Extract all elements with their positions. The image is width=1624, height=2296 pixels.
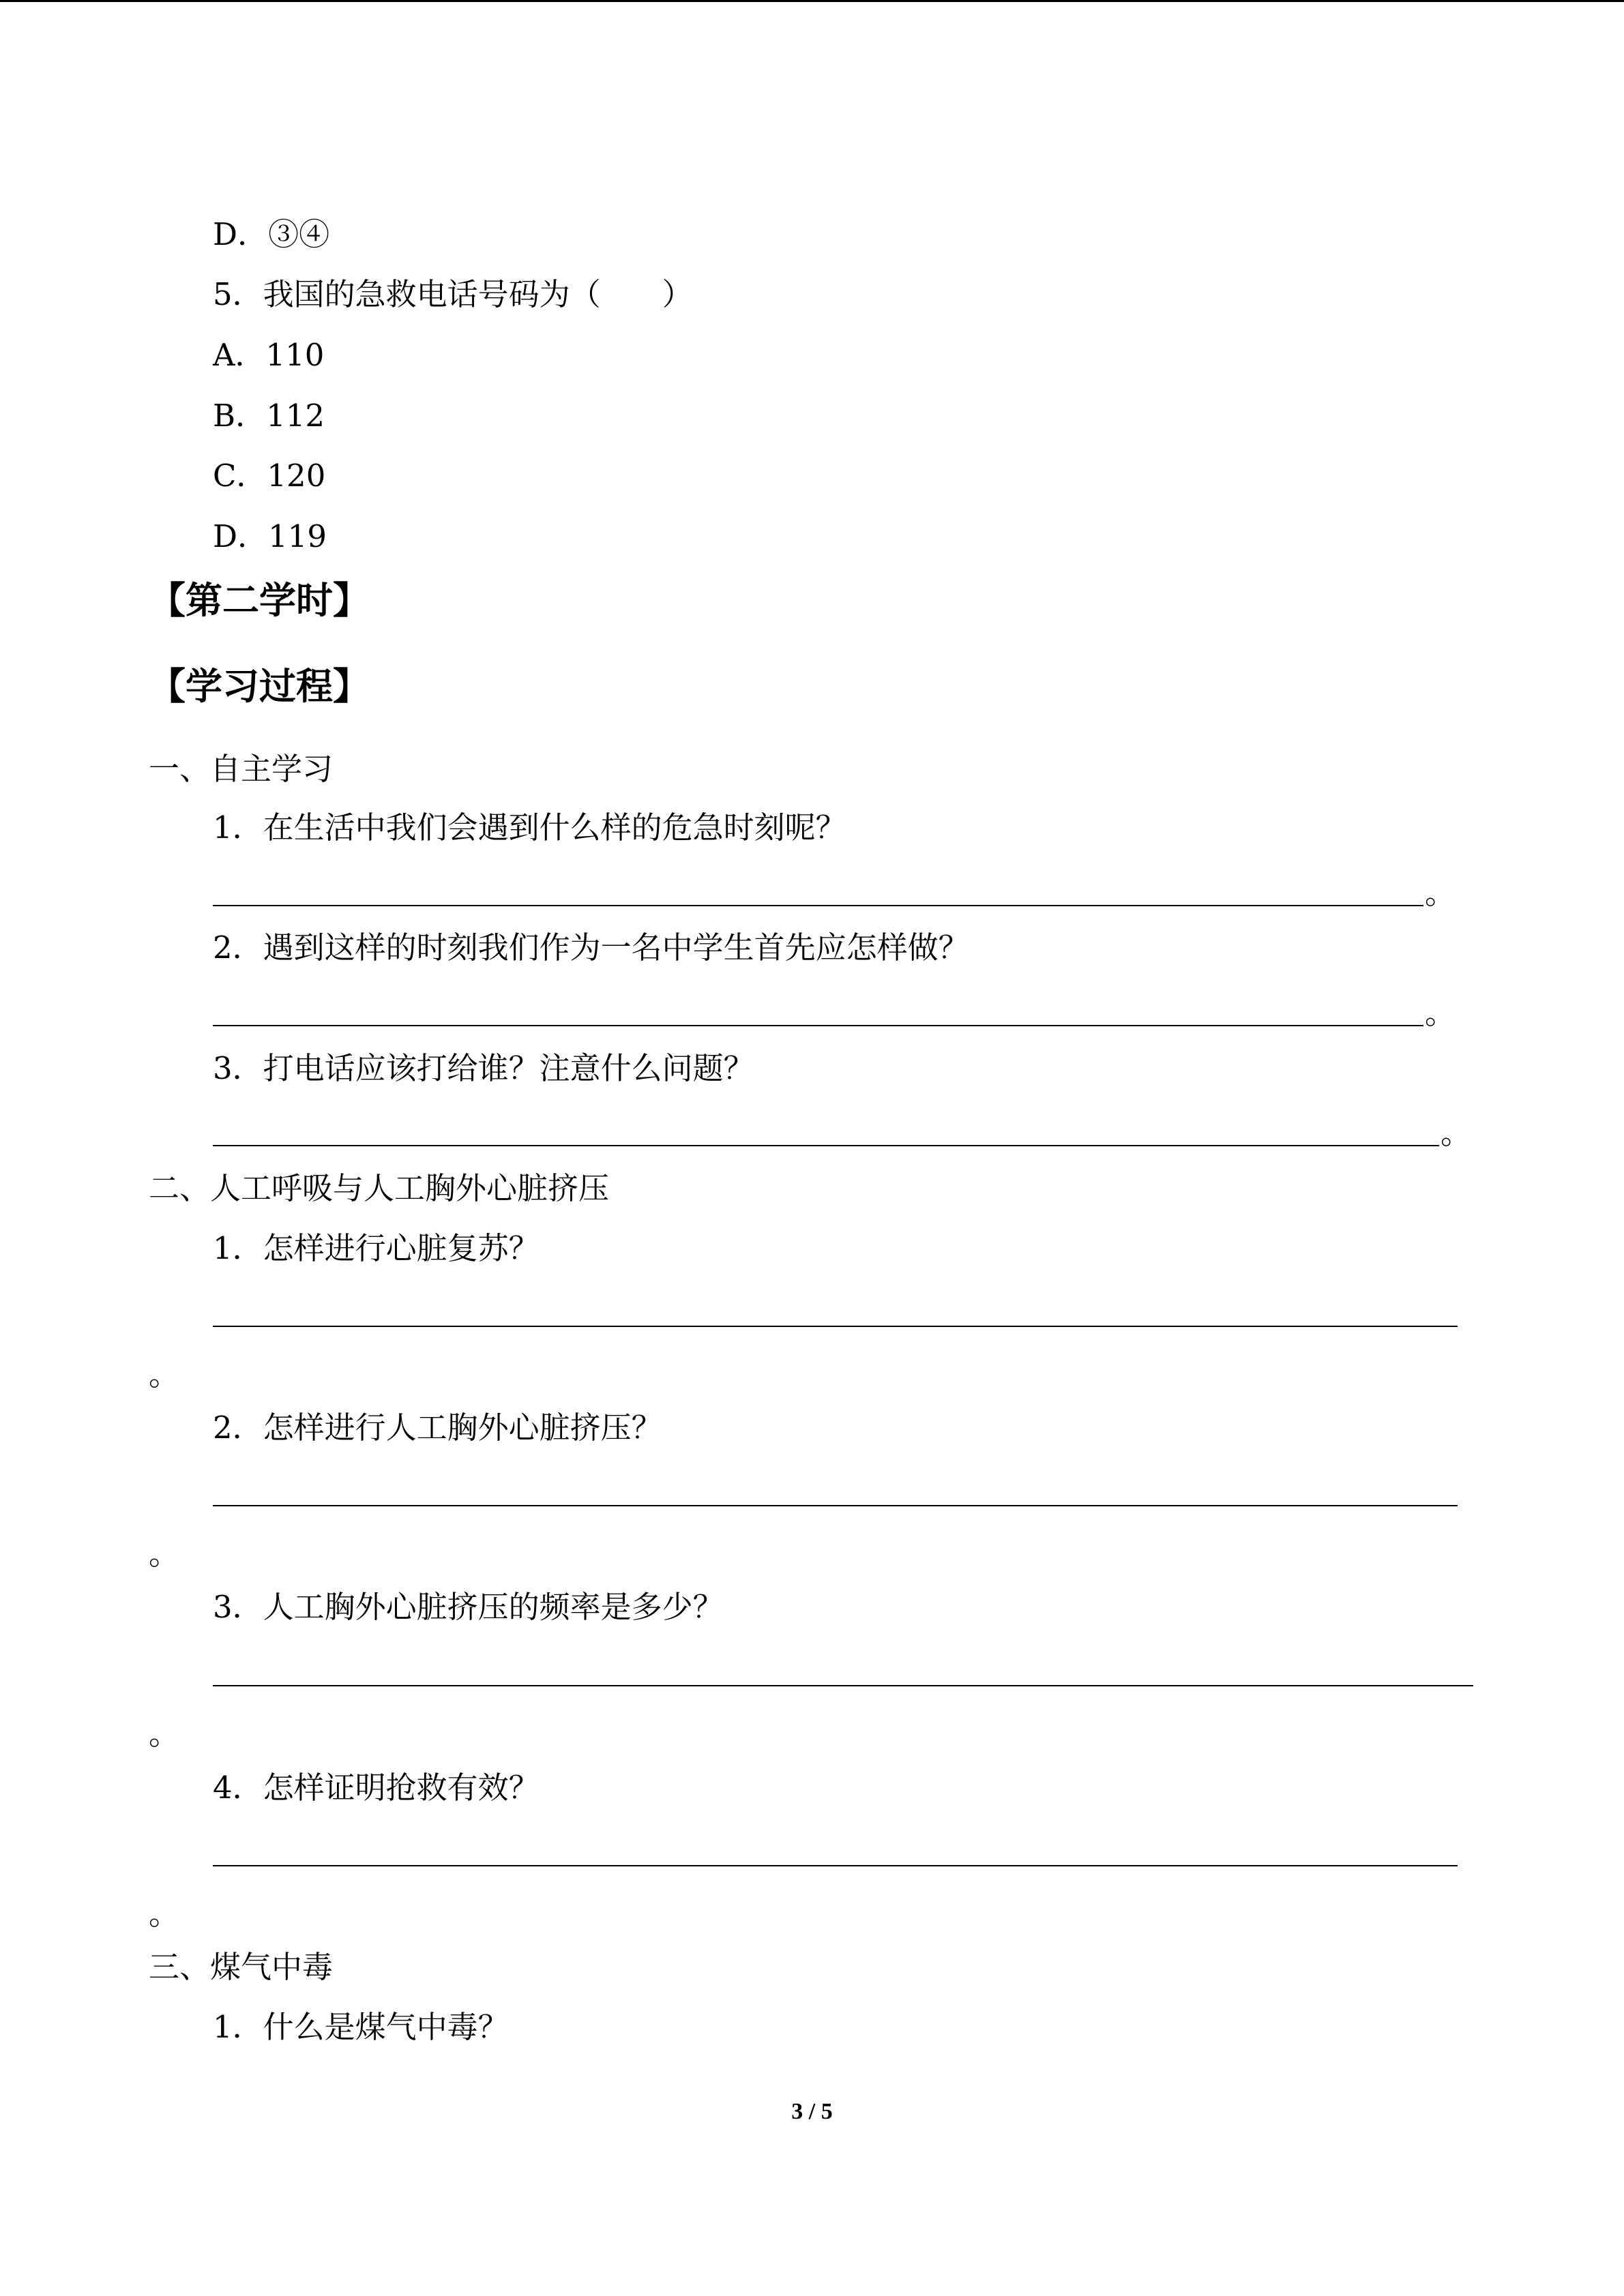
answer-end-period: 。 <box>149 1356 180 1392</box>
answer-end-period: 。 <box>1441 1115 1472 1151</box>
answer-end-period: 。 <box>149 1896 180 1932</box>
part2-question-3: 3．人工胸外心脏挤压的频率是多少？ <box>213 1589 724 1625</box>
q5-option-d: D．119 <box>213 518 327 554</box>
answer-line[interactable] <box>213 1145 1439 1146</box>
answer-line[interactable] <box>213 1865 1458 1866</box>
part2-title: 二、人工呼吸与人工胸外心脏挤压 <box>149 1170 610 1206</box>
part1-question-3: 3．打电话应该打给谁？注意什么问题？ <box>213 1050 754 1086</box>
answer-line[interactable] <box>213 1025 1423 1026</box>
q5-option-a: A．110 <box>213 337 325 373</box>
part2-question-1: 1．怎样进行心脏复苏？ <box>213 1230 540 1266</box>
q4-option-d: D．③④ <box>213 216 330 252</box>
part1-question-1: 1．在生活中我们会遇到什么样的危急时刻呢？ <box>213 809 846 846</box>
answer-end-period: 。 <box>149 1536 180 1572</box>
part3-title: 三、煤气中毒 <box>149 1949 334 1985</box>
q5-option-c: C．120 <box>213 458 326 494</box>
answer-end-period: 。 <box>1425 875 1456 911</box>
page-top-border <box>0 0 1624 2</box>
part1-question-2: 2．遇到这样的时刻我们作为一名中学生首先应怎样做？ <box>213 929 969 966</box>
answer-line[interactable] <box>213 1326 1458 1327</box>
q5-option-b: B．112 <box>213 398 325 434</box>
part2-question-4: 4．怎样证明抢救有效？ <box>213 1770 540 1806</box>
section-heading-second-lesson: 【第二学时】 <box>149 579 370 622</box>
answer-line[interactable] <box>213 905 1423 906</box>
page-number: 3 / 5 <box>791 2099 833 2124</box>
answer-end-period: 。 <box>149 1716 180 1752</box>
section-heading-learning-process: 【学习过程】 <box>149 665 370 708</box>
answer-end-period: 。 <box>1425 995 1456 1031</box>
answer-line[interactable] <box>213 1505 1458 1506</box>
part1-title: 一、自主学习 <box>149 751 334 787</box>
part2-question-2: 2．怎样进行人工胸外心脏挤压？ <box>213 1410 662 1446</box>
q5-question: 5．我国的急救电话号码为（ ） <box>213 276 693 312</box>
answer-line[interactable] <box>213 1685 1473 1686</box>
part3-question-1: 1．什么是煤气中毒？ <box>213 2009 509 2045</box>
